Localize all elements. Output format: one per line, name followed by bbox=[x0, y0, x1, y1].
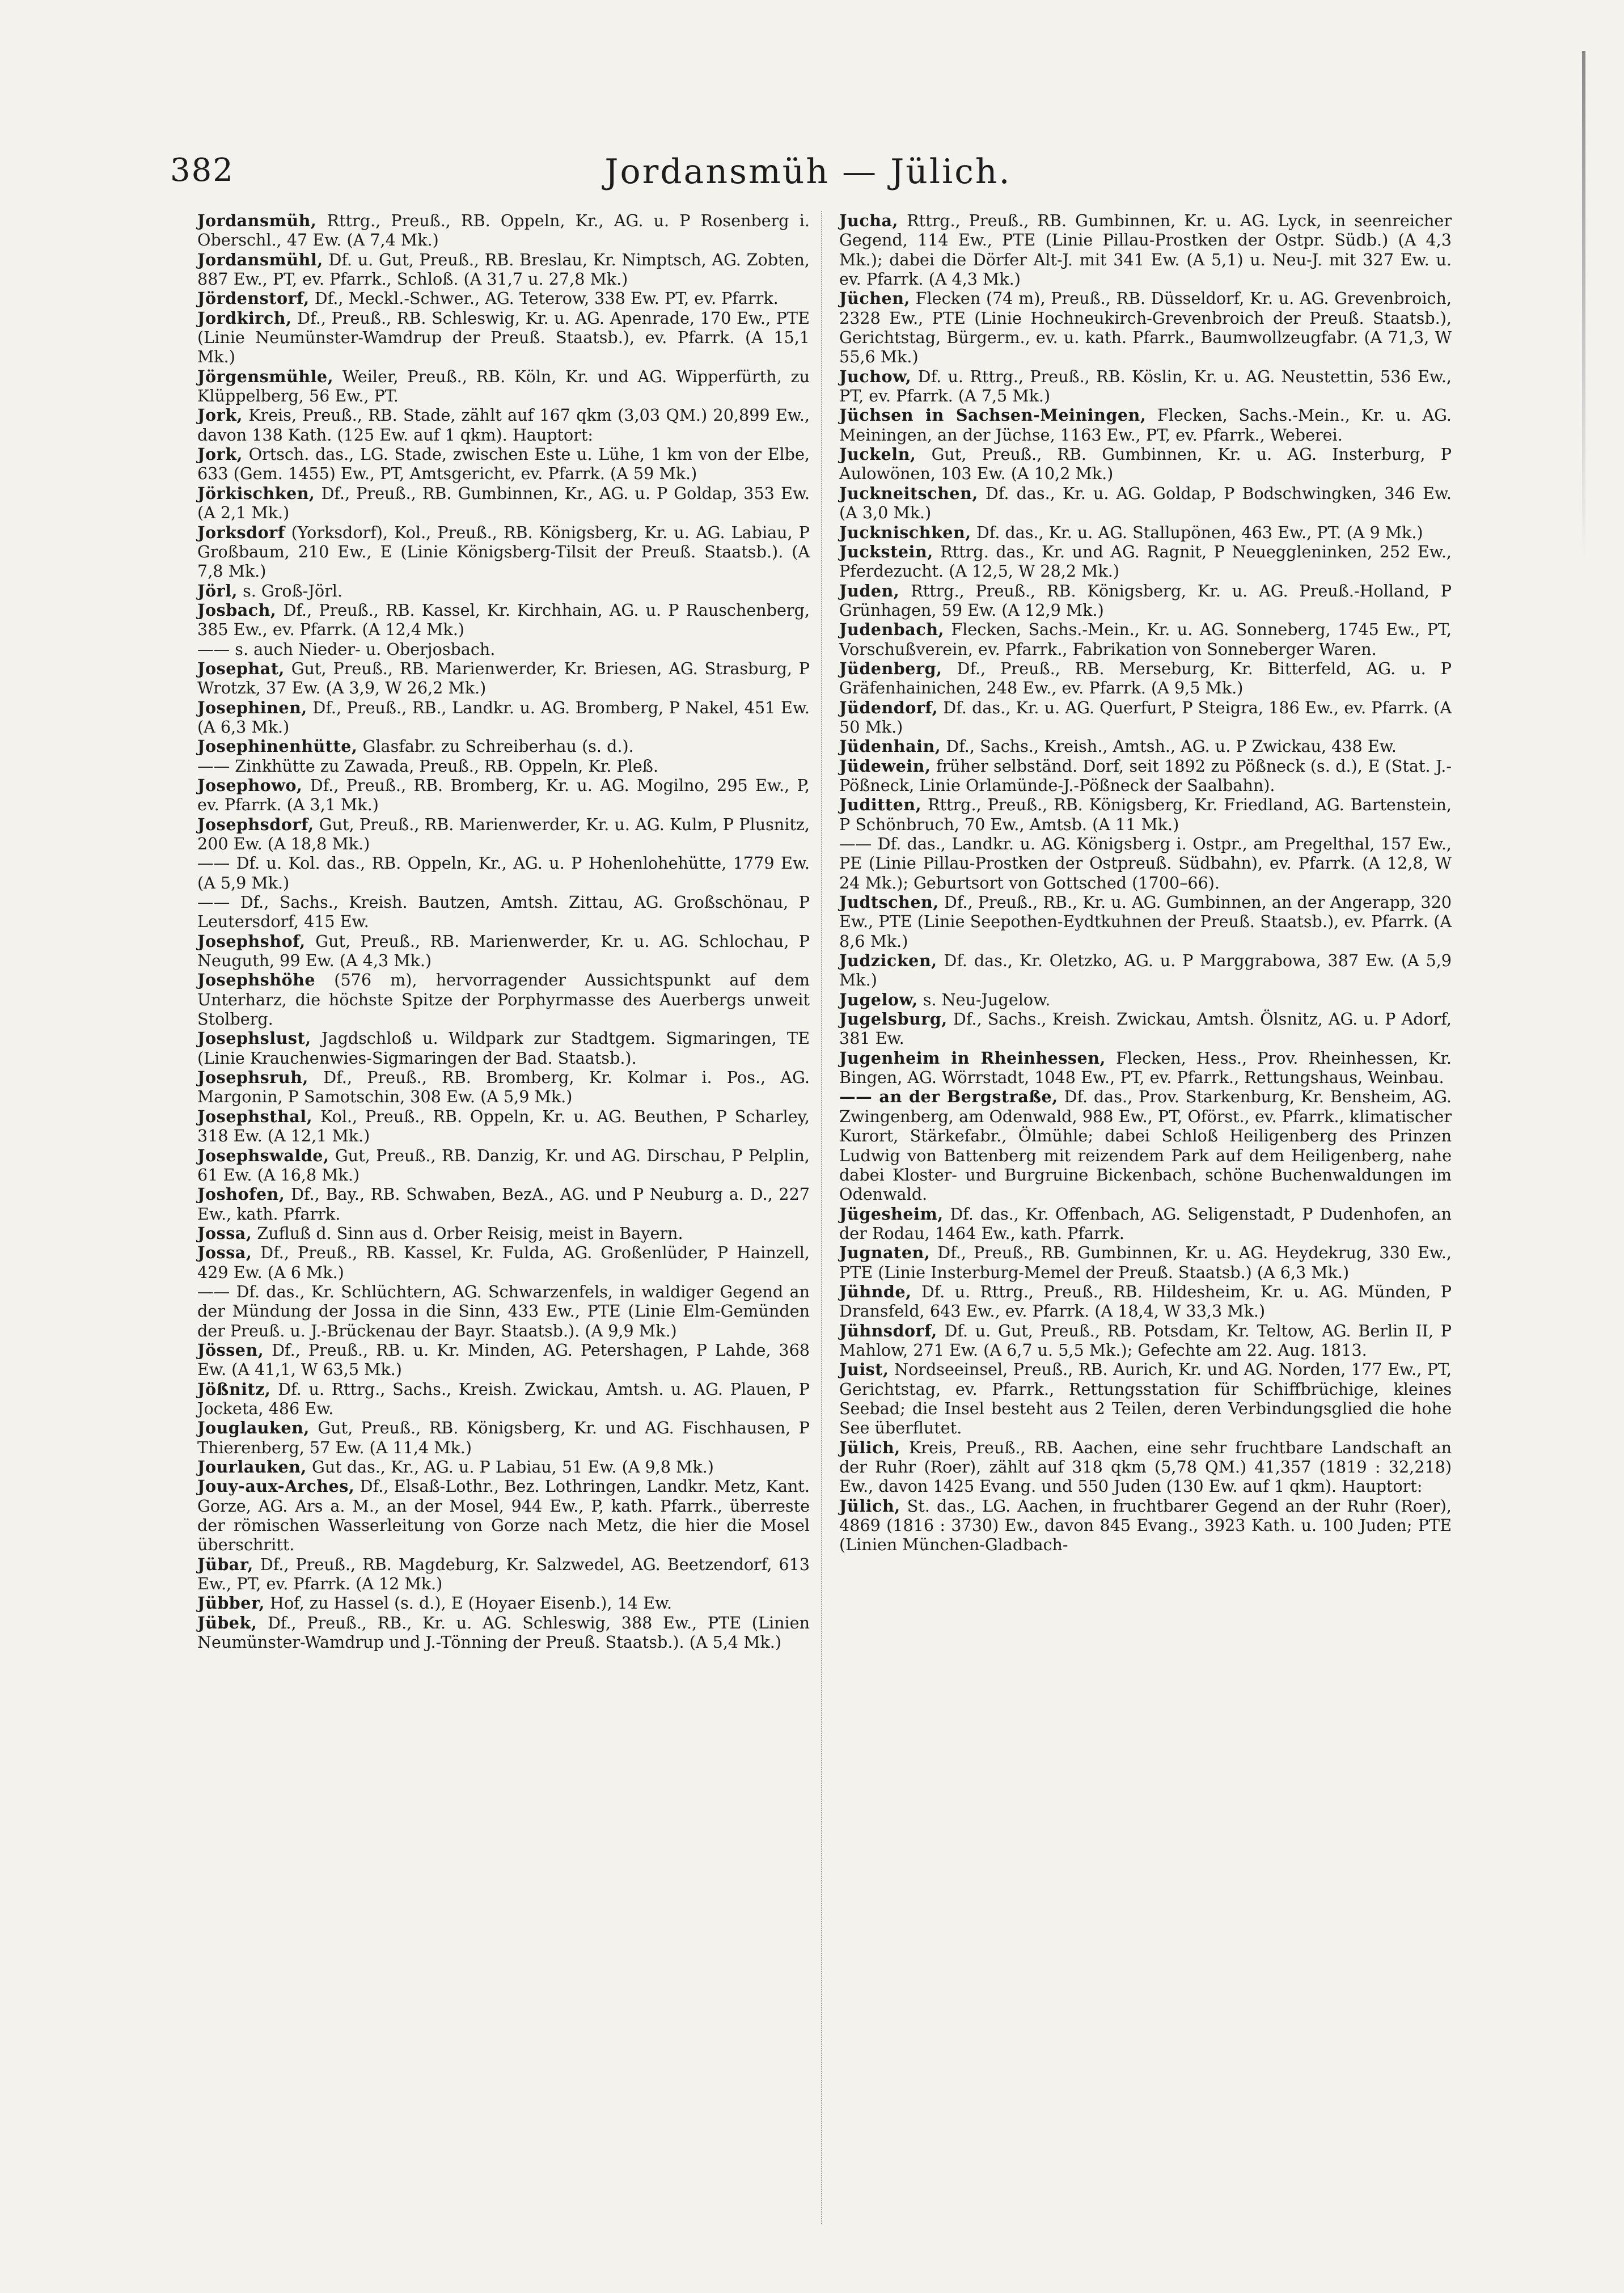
gazetteer-entry bbox=[197, 1243, 810, 1282]
gazetteer-entry bbox=[839, 756, 1452, 796]
gazetteer-entry bbox=[197, 1613, 810, 1652]
entry-headword: Josephsdorf, bbox=[197, 814, 314, 834]
entry-headword: Jugelsburg, bbox=[839, 1009, 948, 1029]
entry-headword: Jucha, bbox=[839, 211, 898, 230]
gazetteer-entry bbox=[197, 1555, 810, 1594]
gazetteer-entry bbox=[197, 1107, 810, 1146]
gazetteer-entry bbox=[839, 698, 1452, 737]
entry-headword: Josephshof, bbox=[197, 931, 306, 951]
gazetteer-entry bbox=[197, 932, 810, 971]
entry-text: Df. u. Gut, Preuß., RB. Potsdam, Kr. Teltow, AG. Berlin II, P Mahlow, 271 Ew. (A 6,7 u. 5,5 Mk.); Gefechte am 22. Aug. 1813. bbox=[839, 1321, 1452, 1360]
entry-headword: Juckneitschen, bbox=[839, 483, 978, 503]
entry-text: Hof, zu Hassel (s. d.), E (Hoyaer Eisenb.), 14 Ew. bbox=[264, 1593, 673, 1613]
page-number: 382 bbox=[170, 152, 234, 189]
entry-text: Gut, Preuß., RB. Marienwerder, Kr. u. AG. Schlochau, P Neuguth, 99 Ew. (A 4,3 Mk.) bbox=[197, 931, 810, 971]
gazetteer-entry bbox=[197, 698, 810, 737]
entry-text: Rttrg., Preuß., RB. Gumbinnen, Kr. u. AG. Lyck, in seenreicher Gegend, 114 Ew., PTE (Linie Pillau-Prostken der Ostpr. Südb.) (A 4,3 Mk.); dabei die Dörfer Alt-J. mit 341 Ew. (A 5,1) u. Neu-J. mit 327 Ew. u. ev. Pfarrk. (A 4,3 Mk.) bbox=[839, 211, 1452, 289]
gazetteer-entry bbox=[839, 1496, 1452, 1555]
entry-text: Df., Preuß., RB. Magdeburg, Kr. Salzwedel, AG. Beetzendorf, 613 Ew., PT, ev. Pfarrk. (A 12 Mk.) bbox=[197, 1554, 810, 1594]
gazetteer-entry bbox=[197, 1340, 810, 1380]
entry-headword: Jorksdorf bbox=[197, 522, 285, 542]
entry-text: früher selbständ. Dorf, seit 1892 zu Pößneck (s. d.), E (Stat. J.-Pößneck, Linie Orlamünde-J.-Pößneck der Saalbahn). bbox=[839, 756, 1452, 795]
entry-text: Jagdschloß u. Wildpark zur Stadtgem. Sigmaringen, TE (Linie Krauchenwies-Sigmaringen der Bad. Staatsb.). bbox=[197, 1029, 810, 1068]
gazetteer-entry bbox=[839, 659, 1452, 698]
entry-text: Df. das., Kr. Offenbach, AG. Seligenstadt, P Dudenhofen, an der Rodau, 1464 Ew., kath. Pfarrk. bbox=[839, 1204, 1452, 1243]
gazetteer-entry bbox=[839, 990, 1452, 1009]
entry-text: Df., Preuß., RB. Gumbinnen, Kr. u. AG. Heydekrug, 330 Ew., PTE (Linie Insterburg-Memel der Preuß. Staatsb.) (A 6,3 Mk.) bbox=[839, 1243, 1452, 1282]
gazetteer-entry bbox=[839, 1321, 1452, 1360]
gazetteer-entry bbox=[839, 484, 1452, 523]
entry-text: —— s. auch Nieder- u. Oberjosbach. bbox=[197, 639, 496, 659]
gazetteer-entry bbox=[197, 640, 810, 659]
left-column bbox=[197, 211, 810, 1652]
entry-headword: Jübber, bbox=[197, 1593, 265, 1613]
right-column bbox=[839, 211, 1452, 1555]
entry-text: Kreis, Preuß., RB. Aachen, eine sehr fruchtbare Landschaft an der Ruhr (Roer), zählt auf 318 qkm (5,78 QM.) 41,357 (1819 : 32,218) Ew., davon 1425 Evang. und 550 Juden (130 Ew. auf 1 qkm). Hauptort: bbox=[839, 1437, 1452, 1496]
entry-text: Rttrg. das., Kr. und AG. Ragnit, P Neueggleninken, 252 Ew., Pferdezucht. (A 12,5, W 28,2 Mk.) bbox=[839, 541, 1452, 581]
entry-headword: Juckeln, bbox=[839, 445, 916, 464]
gazetteer-entry bbox=[839, 834, 1452, 892]
entry-headword: Josephslust, bbox=[197, 1029, 311, 1048]
gazetteer-entry bbox=[197, 892, 810, 932]
entry-text: St. das., LG. Aachen, in fruchtbarer Gegend an der Ruhr (Roer), 4869 (1816 : 3730) Ew., davon 845 Evang., 3923 Kath. u. 100 Juden; PTE (Linien München-Gladbach- bbox=[839, 1496, 1452, 1555]
entry-text: Df. u. Gut, Preuß., RB. Breslau, Kr. Nimptsch, AG. Zobten, 887 Ew., PT, ev. Pfarrk., Schloß. (A 31,7 u. 27,8 Mk.) bbox=[197, 249, 810, 289]
entry-headword: Jülich, bbox=[839, 1496, 900, 1516]
entry-text: Df., Preuß., RB. Bromberg, Kr. u. AG. Mogilno, 295 Ew., P, ev. Pfarrk. (A 3,1 Mk.) bbox=[197, 775, 810, 815]
column-divider bbox=[821, 211, 822, 2224]
entry-headword: Jork, bbox=[197, 445, 243, 464]
entry-headword: Jüchen, bbox=[839, 289, 910, 308]
entry-headword: Jossa, bbox=[197, 1243, 252, 1263]
entry-text: Nordseeinsel, Preuß., RB. Aurich, Kr. und AG. Norden, 177 Ew., PT, Gerichtstag, ev. Pfarrk., Rettungsstation für Schiffbrüchige, kleines Seebad; die Insel besteht aus 2 Teilen, deren Verbindungsglied die hohe See überflutet. bbox=[839, 1360, 1452, 1438]
entry-headword: Jüdenhain, bbox=[839, 737, 941, 756]
gazetteer-entry bbox=[197, 853, 810, 892]
entry-headword: Juchow, bbox=[839, 366, 912, 386]
gazetteer-entry bbox=[197, 308, 810, 367]
entry-text: Glasfabr. zu Schreiberhau (s. d.). bbox=[357, 737, 634, 756]
entry-text: Df. das., Kr. u. AG. Stallupönen, 463 Ew., PT. (A 9 Mk.) bbox=[971, 522, 1423, 542]
entry-headword: Josephinenhütte, bbox=[197, 737, 358, 756]
entry-headword: Judtschen, bbox=[839, 892, 939, 912]
gazetteer-entry bbox=[197, 1029, 810, 1068]
entry-text: Rttrg., Preuß., RB. Königsberg, Kr. u. AG. Preuß.-Holland, P Grünhagen, 59 Ew. (A 12,9 Mk.) bbox=[839, 581, 1452, 620]
entry-text: Df., Preuß., RB. Kassel, Kr. Fulda, AG. Großenlüder, P Hainzell, 429 Ew. (A 6 Mk.) bbox=[197, 1243, 810, 1282]
gazetteer-entry bbox=[839, 620, 1452, 659]
entry-text: Gut, Preuß., RB. Danzig, Kr. und AG. Dirschau, P Pelplin, 61 Ew. (A 16,8 Mk.) bbox=[197, 1145, 810, 1184]
gazetteer-entry bbox=[197, 1593, 810, 1613]
gazetteer-entry bbox=[197, 1457, 810, 1477]
entry-headword: Jüdendorf, bbox=[839, 697, 938, 717]
entry-headword: Jüdenberg, bbox=[839, 658, 942, 678]
entry-text: Df., Preuß., RB., Landkr. u. AG. Bromberg, P Nakel, 451 Ew. (A 6,3 Mk.) bbox=[197, 697, 810, 737]
gazetteer-entry bbox=[197, 211, 810, 250]
entry-headword: Josephat, bbox=[197, 658, 285, 678]
entry-text: Gut, Preuß., RB. Gumbinnen, Kr. u. AG. Insterburg, P Aulowönen, 103 Ew. (A 10,2 Mk.) bbox=[839, 445, 1452, 484]
entry-headword: Josephowo, bbox=[197, 775, 303, 795]
entry-headword: Jugelow, bbox=[839, 989, 918, 1009]
gazetteer-entry bbox=[197, 1477, 810, 1554]
entry-text: Df., Preuß., RB. Bromberg, Kr. Kolmar i. Pos., AG. Margonin, P Samotschin, 308 Ew. (A 5,9 Mk.) bbox=[197, 1068, 810, 1107]
entry-text: Weiler, Preuß., RB. Köln, Kr. und AG. Wipperfürth, zu Klüppelberg, 56 Ew., PT. bbox=[197, 366, 810, 406]
entry-text: Flecken, Hess., Prov. Rheinhessen, Kr. Bingen, AG. Wörrstadt, 1048 Ew., PT, ev. Pfarrk., Rettungshaus, Weinbau. bbox=[839, 1048, 1452, 1088]
gazetteer-entry bbox=[839, 795, 1452, 834]
gazetteer-entry bbox=[197, 970, 810, 1029]
entry-text: —— Df., Sachs., Kreish. Bautzen, Amtsh. Zittau, AG. Großschönau, P Leutersdorf, 415 Ew. bbox=[197, 892, 810, 932]
gazetteer-entry bbox=[197, 581, 810, 600]
gazetteer-entry bbox=[197, 1380, 810, 1419]
entry-text: Df., Preuß., RB. Kassel, Kr. Kirchhain, AG. u. P Rauschenberg, 385 Ew., ev. Pfarrk. (A 12,4 Mk.) bbox=[197, 600, 810, 640]
entry-headword: Josephswalde, bbox=[197, 1145, 329, 1165]
entry-headword: Jößnitz, bbox=[197, 1379, 271, 1399]
entry-text: Gut, Preuß., RB. Marienwerder, Kr. u. AG. Kulm, P Plusnitz, 200 Ew. (A 18,8 Mk.) bbox=[197, 814, 810, 853]
gazetteer-entry bbox=[839, 581, 1452, 620]
entry-headword: Josbach, bbox=[197, 600, 277, 620]
entry-headword: Jühnde, bbox=[839, 1281, 912, 1301]
entry-text: Kol., Preuß., RB. Oppeln, Kr. u. AG. Beuthen, P Scharley, 318 Ew. (A 12,1 Mk.) bbox=[197, 1106, 810, 1146]
gazetteer-entry bbox=[839, 1282, 1452, 1321]
entry-text: Flecken (74 m), Preuß., RB. Düsseldorf, Kr. u. AG. Grevenbroich, 2328 Ew., PTE (Linie Hochneukirch-Grevenbroich der Preuß. Staatsb.), Gerichtstag, Bürgerm., ev. u. kath. Pfarrk., Baumwollzeugfabr. (A 71,3, W 55,6 Mk.) bbox=[839, 289, 1452, 367]
entry-headword: Jordkirch, bbox=[197, 308, 292, 328]
entry-headword: Jörkischken, bbox=[197, 483, 315, 503]
entry-headword: Jübar, bbox=[197, 1554, 253, 1574]
entry-text: —— Zinkhütte zu Zawada, Preuß., RB. Oppeln, Kr. Pleß. bbox=[197, 756, 658, 776]
entry-headword: Jörl, bbox=[197, 581, 238, 600]
entry-text: Df. das., Kr. u. AG. Querfurt, P Steigra, 186 Ew., ev. Pfarrk. (A 50 Mk.) bbox=[839, 697, 1452, 737]
entry-headword: —— an der Bergstraße, bbox=[839, 1087, 1058, 1107]
entry-headword: Jössen, bbox=[197, 1340, 264, 1360]
entry-headword: Jügesheim, bbox=[839, 1204, 944, 1224]
gazetteer-entry bbox=[839, 1243, 1452, 1282]
gazetteer-entry bbox=[839, 405, 1452, 445]
gazetteer-entry bbox=[839, 737, 1452, 756]
entry-text: Ortsch. das., LG. Stade, zwischen Este u. Lühe, 1 km von der Elbe, 633 (Gem. 1455) Ew., PT, Amtsgericht, ev. Pfarrk. (A 59 Mk.) bbox=[197, 445, 810, 484]
entry-text: Rttrg., Preuß., RB. Oppeln, Kr., AG. u. P Rosenberg i. Oberschl., 47 Ew. (A 7,4 Mk.) bbox=[197, 211, 810, 250]
entry-headword: Jouglauken, bbox=[197, 1418, 310, 1438]
entry-text: Gut, Preuß., RB. Marienwerder, Kr. Briesen, AG. Strasburg, P Wrotzk, 37 Ew. (A 3,9, W 26,2 Mk.) bbox=[197, 658, 810, 698]
gazetteer-entry bbox=[197, 659, 810, 698]
entry-headword: Judzicken, bbox=[839, 951, 937, 971]
gazetteer-entry bbox=[197, 1184, 810, 1224]
gazetteer-entry bbox=[197, 250, 810, 289]
entry-text: Kreis, Preuß., RB. Stade, zählt auf 167 qkm (3,03 QM.) 20,899 Ew., davon 138 Kath. (125 Ew. auf 1 qkm). Hauptort: bbox=[197, 405, 810, 445]
entry-text: —— Df. das., Kr. Schlüchtern, AG. Schwarzenfels, in waldiger Gegend an der Mündung der Jossa in die Sinn, 433 Ew., PTE (Linie Elm-Gemünden der Preuß. u. J.-Brückenau der Bayr. Staatsb.). (A 9,9 Mk.) bbox=[197, 1281, 810, 1340]
gazetteer-entry bbox=[197, 1146, 810, 1185]
entry-text: Df., Preuß., RB. Merseburg, Kr. Bitterfeld, AG. u. P Gräfenhainichen, 248 Ew., ev. Pfarrk. (A 9,5 Mk.) bbox=[839, 658, 1452, 698]
entry-headword: Jork, bbox=[197, 405, 243, 425]
gazetteer-entry bbox=[839, 289, 1452, 366]
gazetteer-entry bbox=[197, 737, 810, 756]
entry-text: Flecken, Sachs.-Mein., Kr. u. AG. Sonneberg, 1745 Ew., PT, Vorschußverein, ev. Pfarrk., Fabrikation von Sonneberger Waren. bbox=[839, 620, 1452, 659]
gazetteer-entry bbox=[839, 445, 1452, 484]
gazetteer-entry bbox=[839, 211, 1452, 289]
entry-text: Df., Preuß., RB., Kr. u. AG. Schleswig, 388 Ew., PTE (Linien Neumünster-Wamdrup und J.-Tönning der Preuß. Staatsb.). (A 5,4 Mk.) bbox=[197, 1613, 810, 1652]
entry-headword: Jossa, bbox=[197, 1223, 252, 1243]
entry-text: (576 m), hervorragender Aussichtspunkt auf dem Unterharz, die höchste Spitze der Porphyrmasse des Auerbergs unweit Stolberg. bbox=[197, 970, 810, 1029]
entry-headword: Jouy-aux-Arches, bbox=[197, 1477, 355, 1496]
entry-headword: Juditten, bbox=[839, 795, 922, 815]
gazetteer-entry bbox=[839, 1048, 1452, 1088]
entry-text: Df. u. Rttrg., Preuß., RB. Hildesheim, Kr. u. AG. Münden, P Dransfeld, 643 Ew., ev. Pfarrk. (A 18,4, W 33,3 Mk.) bbox=[839, 1281, 1452, 1321]
entry-text: Df. das., Kr. Oletzko, AG. u. P Marggrabowa, 387 Ew. (A 5,9 Mk.) bbox=[839, 951, 1452, 990]
gazetteer-entry bbox=[197, 484, 810, 523]
gazetteer-entry bbox=[839, 951, 1452, 990]
entry-text: Zufluß d. Sinn aus d. Orber Reisig, meist in Bayern. bbox=[252, 1223, 683, 1243]
entry-headword: Jordansmüh, bbox=[197, 211, 317, 230]
running-head: Jordansmüh — Jülich. bbox=[604, 152, 1012, 192]
entry-text: Gut das., Kr., AG. u. P Labiau, 51 Ew. (A 9,8 Mk.) bbox=[306, 1457, 714, 1477]
gazetteer-entry bbox=[197, 1068, 810, 1107]
gazetteer-entry bbox=[197, 600, 810, 640]
entry-headword: Josephshöhe bbox=[197, 970, 316, 990]
gazetteer-entry bbox=[197, 1418, 810, 1457]
entry-headword: Jourlauken, bbox=[197, 1457, 307, 1477]
entry-text: —— Df. das., Landkr. u. AG. Königsberg i. Ostpr., am Pregelthal, 157 Ew., PE (Linie Pillau-Prostken der Ostpreuß. Südbahn), ev. Pfarrk. (A 12,8, W 24 Mk.); Geburtsort von Gottsched (1700–66). bbox=[839, 834, 1452, 892]
gazetteer-entry bbox=[839, 1438, 1452, 1496]
entry-headword: Juist, bbox=[839, 1360, 889, 1380]
gazetteer-entry bbox=[197, 289, 810, 308]
entry-headword: Jübek, bbox=[197, 1613, 257, 1632]
gazetteer-entry bbox=[197, 405, 810, 445]
entry-text: Df. das., Prov. Starkenburg, Kr. Bensheim, AG. Zwingenberg, am Odenwald, 988 Ew., PT, Oförst., ev. Pfarrk., klimatischer Kurort, Stärkefabr., Ölmühle; dabei Schloß Heiligenberg des Prinzen Ludwig von Battenberg mit reizendem Park auf dem Heiligenberg, nahe dabei Kloster- und Burgruine Bickenbach, schöne Buchenwaldungen im Odenwald. bbox=[839, 1087, 1452, 1204]
entry-text: Df., Elsaß-Lothr., Bez. Lothringen, Landkr. Metz, Kant. Gorze, AG. Ars a. M., an der Mosel, 944 Ew., P, kath. Pfarrk., überreste der römischen Wasserleitung von Gorze nach Metz, die hier die Mosel überschritt. bbox=[197, 1477, 810, 1555]
entry-headword: Juckstein, bbox=[839, 541, 933, 561]
gazetteer-entry bbox=[839, 1009, 1452, 1048]
entry-headword: Jordansmühl, bbox=[197, 249, 323, 269]
entry-text: Df. u. Rttrg., Sachs., Kreish. Zwickau, Amtsh. u. AG. Plauen, P Jocketa, 486 Ew. bbox=[197, 1379, 810, 1418]
entry-headword: Jördenstorf, bbox=[197, 289, 310, 308]
entry-text: Df., Bay., RB. Schwaben, BezA., AG. und P Neuburg a. D., 227 Ew., kath. Pfarrk. bbox=[197, 1184, 810, 1224]
gazetteer-entry bbox=[839, 367, 1452, 406]
entry-text: Df., Preuß., RB. Gumbinnen, Kr., AG. u. P Goldap, 353 Ew. (A 2,1 Mk.) bbox=[197, 483, 810, 523]
entry-headword: Josephsthal, bbox=[197, 1106, 313, 1126]
page-header bbox=[170, 152, 1446, 203]
entry-headword: Joshofen, bbox=[197, 1184, 285, 1204]
gazetteer-entry bbox=[839, 1087, 1452, 1204]
entry-headword: Jugnaten, bbox=[839, 1243, 931, 1263]
entry-text: Df., Sachs., Kreish. Zwickau, Amtsh. Ölsnitz, AG. u. P Adorf, 381 Ew. bbox=[839, 1009, 1452, 1048]
gazetteer-entry bbox=[197, 523, 810, 581]
entry-text: s. Neu-Jugelow. bbox=[917, 989, 1051, 1009]
gazetteer-entry bbox=[197, 815, 810, 854]
entry-text: Flecken, Sachs.-Mein., Kr. u. AG. Meiningen, an der Jüchse, 1163 Ew., PT, ev. Pfarrk., Weberei. bbox=[839, 405, 1452, 445]
gazetteer-entry bbox=[197, 1282, 810, 1340]
entry-text: Df., Preuß., RB., Kr. u. AG. Gumbinnen, an der Angerapp, 320 Ew., PTE (Linie Seepothen-Eydtkuhnen der Preuß. Staatsb.), ev. Pfarrk. (A 8,6 Mk.) bbox=[839, 892, 1452, 951]
gazetteer-entry bbox=[197, 776, 810, 815]
entry-headword: Josephsruh, bbox=[197, 1068, 308, 1088]
scan-edge-mark bbox=[1582, 51, 1585, 561]
gazetteer-entry bbox=[197, 756, 810, 776]
gazetteer-entry bbox=[839, 523, 1452, 542]
entry-text: Df. u. Rttrg., Preuß., RB. Köslin, Kr. u. AG. Neustettin, 536 Ew., PT, ev. Pfarrk. (A 7,5 Mk.) bbox=[839, 366, 1452, 406]
gazetteer-entry bbox=[197, 1224, 810, 1243]
entry-text: Df., Meckl.-Schwer., AG. Teterow, 338 Ew. PT, ev. Pfarrk. bbox=[309, 289, 779, 308]
entry-headword: Jugenheim in Rheinhessen, bbox=[839, 1048, 1106, 1068]
entry-text: Rttrg., Preuß., RB. Königsberg, Kr. Friedland, AG. Bartenstein, P Schönbruch, 70 Ew., Amtsb. (A 11 Mk.) bbox=[839, 795, 1452, 834]
entry-text: Gut, Preuß., RB. Königsberg, Kr. und AG. Fischhausen, P Thierenberg, 57 Ew. (A 11,4 Mk.) bbox=[197, 1418, 810, 1457]
gazetteer-entry bbox=[197, 445, 810, 484]
entry-headword: Jülich, bbox=[839, 1437, 900, 1457]
entry-headword: Judenbach, bbox=[839, 620, 944, 640]
entry-text: Df. das., Kr. u. AG. Goldap, P Bodschwingken, 346 Ew. (A 3,0 Mk.) bbox=[839, 483, 1452, 523]
entry-text: —— Df. u. Kol. das., RB. Oppeln, Kr., AG. u. P Hohenlohehütte, 1779 Ew. (A 5,9 Mk.) bbox=[197, 853, 810, 892]
entry-headword: Jühnsdorf, bbox=[839, 1321, 937, 1340]
gazetteer-entry bbox=[839, 542, 1452, 581]
gazetteer-entry bbox=[839, 892, 1452, 951]
gazetteer-entry bbox=[197, 367, 810, 406]
entry-headword: Jüchsen in Sachsen-Meiningen, bbox=[839, 405, 1147, 425]
gazetteer-entry bbox=[839, 1204, 1452, 1243]
entry-text: Df., Preuß., RB. u. Kr. Minden, AG. Petershagen, P Lahde, 368 Ew. (A 41,1, W 63,5 Mk.) bbox=[197, 1340, 810, 1380]
entry-text: Df., Preuß., RB. Schleswig, Kr. u. AG. Apenrade, 170 Ew., PTE (Linie Neumünster-Wamdrup der Preuß. Staatsb.), ev. Pfarrk. (A 15,1 Mk.) bbox=[197, 308, 810, 367]
entry-headword: Jüdewein, bbox=[839, 756, 931, 776]
gazetteer-entry bbox=[839, 1360, 1452, 1437]
entry-headword: Jucknischken, bbox=[839, 522, 971, 542]
entry-headword: Jörgensmühle, bbox=[197, 366, 334, 386]
entry-text: (Yorksdorf), Kol., Preuß., RB. Königsberg, Kr. u. AG. Labiau, P Großbaum, 210 Ew., E (Linie Königsberg-Tilsit der Preuß. Staatsb.). (A 7,8 Mk.) bbox=[197, 522, 810, 581]
entry-text: s. Groß-Jörl. bbox=[237, 581, 342, 600]
entry-headword: Juden, bbox=[839, 581, 900, 600]
entry-text: Df., Sachs., Kreish., Amtsh., AG. u. P Zwickau, 438 Ew. bbox=[941, 737, 1397, 756]
entry-headword: Josephinen, bbox=[197, 697, 307, 717]
